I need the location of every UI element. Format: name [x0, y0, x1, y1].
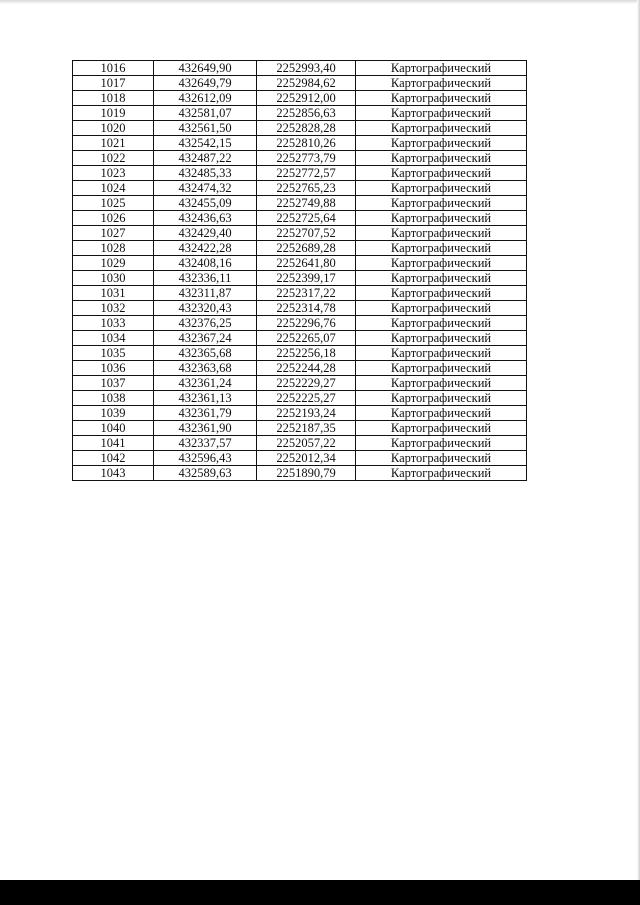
method-cell: Картографический	[356, 151, 527, 166]
x-coordinate-cell: 432596,43	[154, 451, 257, 466]
method-cell: Картографический	[356, 391, 527, 406]
x-coordinate-cell: 432367,24	[154, 331, 257, 346]
y-coordinate-cell: 2252641,80	[257, 256, 356, 271]
x-coordinate-cell: 432376,25	[154, 316, 257, 331]
table-row	[73, 421, 527, 436]
point-number-cell: 1025	[73, 196, 154, 211]
table-row	[73, 256, 527, 271]
y-coordinate-cell: 2251890,79	[257, 466, 356, 481]
method-cell: Картографический	[356, 226, 527, 241]
point-number-cell: 1038	[73, 391, 154, 406]
method-cell: Картографический	[356, 166, 527, 181]
x-coordinate-cell: 432422,28	[154, 241, 257, 256]
point-number-cell: 1030	[73, 271, 154, 286]
y-coordinate-cell: 2252256,18	[257, 346, 356, 361]
point-number-cell: 1036	[73, 361, 154, 376]
y-coordinate-cell: 2252707,52	[257, 226, 356, 241]
table-row	[73, 361, 527, 376]
x-coordinate-cell: 432581,07	[154, 106, 257, 121]
point-number-cell: 1027	[73, 226, 154, 241]
y-coordinate-cell: 2252399,17	[257, 271, 356, 286]
method-cell: Картографический	[356, 331, 527, 346]
x-coordinate-cell: 432361,13	[154, 391, 257, 406]
x-coordinate-cell: 432361,24	[154, 376, 257, 391]
x-coordinate-cell: 432408,16	[154, 256, 257, 271]
x-coordinate-cell: 432487,22	[154, 151, 257, 166]
y-coordinate-cell: 2252225,27	[257, 391, 356, 406]
x-coordinate-cell: 432361,79	[154, 406, 257, 421]
method-cell: Картографический	[356, 346, 527, 361]
scan-top-edge	[0, 0, 640, 4]
y-coordinate-cell: 2252193,24	[257, 406, 356, 421]
x-coordinate-cell: 432436,63	[154, 211, 257, 226]
y-coordinate-cell: 2252993,40	[257, 61, 356, 76]
method-cell: Картографический	[356, 256, 527, 271]
method-cell: Картографический	[356, 451, 527, 466]
point-number-cell: 1035	[73, 346, 154, 361]
point-number-cell: 1017	[73, 76, 154, 91]
point-number-cell: 1018	[73, 91, 154, 106]
method-cell: Картографический	[356, 271, 527, 286]
y-coordinate-cell: 2252057,22	[257, 436, 356, 451]
table-row	[73, 166, 527, 181]
x-coordinate-cell: 432429,40	[154, 226, 257, 241]
y-coordinate-cell: 2252810,26	[257, 136, 356, 151]
table-row	[73, 286, 527, 301]
y-coordinate-cell: 2252187,35	[257, 421, 356, 436]
table-row	[73, 121, 527, 136]
y-coordinate-cell: 2252265,07	[257, 331, 356, 346]
method-cell: Картографический	[356, 436, 527, 451]
y-coordinate-cell: 2252772,57	[257, 166, 356, 181]
method-cell: Картографический	[356, 301, 527, 316]
table-row	[73, 196, 527, 211]
method-cell: Картографический	[356, 121, 527, 136]
method-cell: Картографический	[356, 241, 527, 256]
y-coordinate-cell: 2252749,88	[257, 196, 356, 211]
point-number-cell: 1037	[73, 376, 154, 391]
point-number-cell: 1023	[73, 166, 154, 181]
method-cell: Картографический	[356, 286, 527, 301]
method-cell: Картографический	[356, 421, 527, 436]
table-row	[73, 391, 527, 406]
table-row	[73, 436, 527, 451]
x-coordinate-cell: 432311,87	[154, 286, 257, 301]
x-coordinate-cell: 432455,09	[154, 196, 257, 211]
table-row	[73, 226, 527, 241]
point-number-cell: 1033	[73, 316, 154, 331]
point-number-cell: 1029	[73, 256, 154, 271]
point-number-cell: 1039	[73, 406, 154, 421]
table-row	[73, 211, 527, 226]
table-row	[73, 106, 527, 121]
method-cell: Картографический	[356, 466, 527, 481]
y-coordinate-cell: 2252012,34	[257, 451, 356, 466]
y-coordinate-cell: 2252314,78	[257, 301, 356, 316]
point-number-cell: 1019	[73, 106, 154, 121]
point-number-cell: 1026	[73, 211, 154, 226]
x-coordinate-cell: 432363,68	[154, 361, 257, 376]
x-coordinate-cell: 432365,68	[154, 346, 257, 361]
table-row	[73, 301, 527, 316]
x-coordinate-cell: 432474,32	[154, 181, 257, 196]
x-coordinate-cell: 432337,57	[154, 436, 257, 451]
x-coordinate-cell: 432589,63	[154, 466, 257, 481]
x-coordinate-cell: 432649,90	[154, 61, 257, 76]
table-row	[73, 406, 527, 421]
method-cell: Картографический	[356, 211, 527, 226]
y-coordinate-cell: 2252765,23	[257, 181, 356, 196]
table-row	[73, 346, 527, 361]
scan-bottom-edge	[0, 880, 640, 905]
table-row	[73, 316, 527, 331]
table-row	[73, 451, 527, 466]
y-coordinate-cell: 2252984,62	[257, 76, 356, 91]
table-row	[73, 331, 527, 346]
table-row	[73, 151, 527, 166]
method-cell: Картографический	[356, 106, 527, 121]
point-number-cell: 1041	[73, 436, 154, 451]
method-cell: Картографический	[356, 181, 527, 196]
point-number-cell: 1043	[73, 466, 154, 481]
y-coordinate-cell: 2252244,28	[257, 361, 356, 376]
x-coordinate-cell: 432542,15	[154, 136, 257, 151]
x-coordinate-cell: 432649,79	[154, 76, 257, 91]
point-number-cell: 1034	[73, 331, 154, 346]
method-cell: Картографический	[356, 361, 527, 376]
table-row	[73, 136, 527, 151]
y-coordinate-cell: 2252856,63	[257, 106, 356, 121]
method-cell: Картографический	[356, 406, 527, 421]
y-coordinate-cell: 2252689,28	[257, 241, 356, 256]
table-row	[73, 241, 527, 256]
method-cell: Картографический	[356, 91, 527, 106]
y-coordinate-cell: 2252317,22	[257, 286, 356, 301]
y-coordinate-cell: 2252828,28	[257, 121, 356, 136]
point-number-cell: 1024	[73, 181, 154, 196]
point-number-cell: 1016	[73, 61, 154, 76]
table-row	[73, 61, 527, 76]
x-coordinate-cell: 432336,11	[154, 271, 257, 286]
table-row	[73, 466, 527, 481]
method-cell: Картографический	[356, 376, 527, 391]
y-coordinate-cell: 2252229,27	[257, 376, 356, 391]
table-row	[73, 181, 527, 196]
point-number-cell: 1032	[73, 301, 154, 316]
point-number-cell: 1040	[73, 421, 154, 436]
x-coordinate-cell: 432361,90	[154, 421, 257, 436]
method-cell: Картографический	[356, 76, 527, 91]
y-coordinate-cell: 2252725,64	[257, 211, 356, 226]
table-row	[73, 376, 527, 391]
y-coordinate-cell: 2252296,76	[257, 316, 356, 331]
point-number-cell: 1022	[73, 151, 154, 166]
point-number-cell: 1031	[73, 286, 154, 301]
x-coordinate-cell: 432320,43	[154, 301, 257, 316]
x-coordinate-cell: 432561,50	[154, 121, 257, 136]
point-number-cell: 1021	[73, 136, 154, 151]
point-number-cell: 1028	[73, 241, 154, 256]
table-row	[73, 76, 527, 91]
x-coordinate-cell: 432485,33	[154, 166, 257, 181]
table-row	[73, 271, 527, 286]
method-cell: Картографический	[356, 196, 527, 211]
table-row	[73, 91, 527, 106]
coordinates-table-body	[73, 61, 527, 481]
method-cell: Картографический	[356, 316, 527, 331]
y-coordinate-cell: 2252912,00	[257, 91, 356, 106]
x-coordinate-cell: 432612,09	[154, 91, 257, 106]
y-coordinate-cell: 2252773,79	[257, 151, 356, 166]
method-cell: Картографический	[356, 136, 527, 151]
method-cell: Картографический	[356, 61, 527, 76]
coordinates-table	[72, 60, 527, 481]
point-number-cell: 1042	[73, 451, 154, 466]
point-number-cell: 1020	[73, 121, 154, 136]
